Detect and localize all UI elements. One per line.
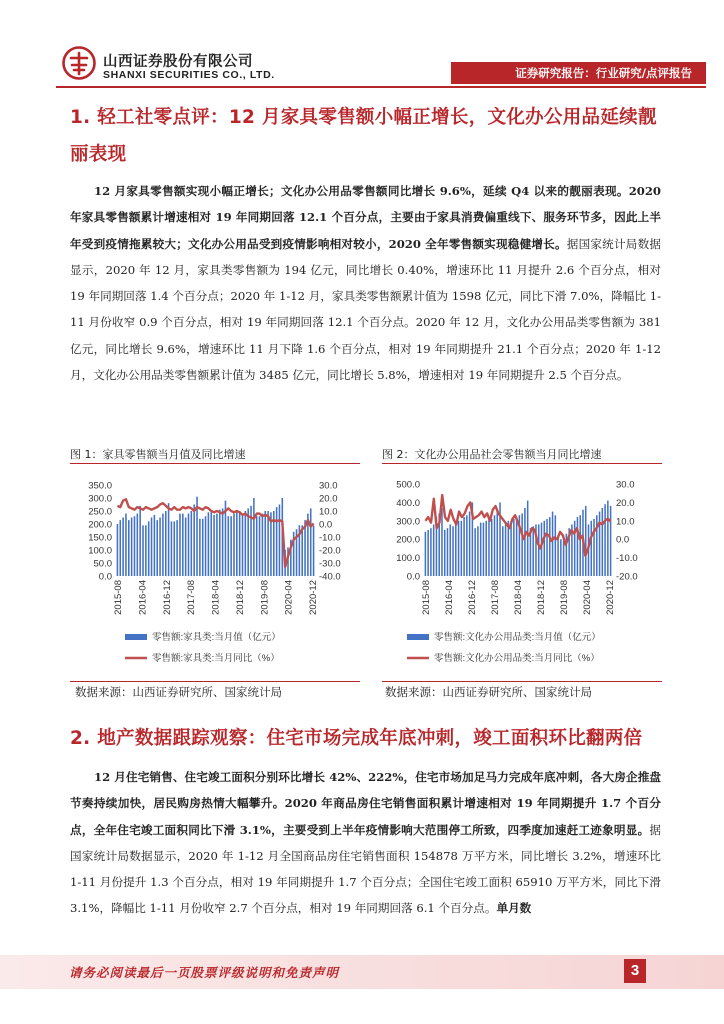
section2-title: 2. 地产数据跟踪观察：住宅市场完成年底冲刺，竣工面积环比翻两倍 xyxy=(70,728,643,749)
bar xyxy=(461,521,463,576)
bar xyxy=(450,524,452,576)
x-axis-tick: 2018-04 xyxy=(210,580,222,615)
left-axis-tick: 200.0 xyxy=(396,534,420,546)
report-type-tag: 证券研究报告：行业研究/点评报告 xyxy=(451,62,706,84)
bar xyxy=(425,532,427,576)
bar xyxy=(497,510,499,576)
bar xyxy=(219,510,221,576)
figure1-source: 数据来源：山西证券研究所、国家统计局 xyxy=(75,685,282,699)
section1-title-line2: 丽表现 xyxy=(70,144,127,165)
bar xyxy=(604,504,606,576)
x-axis-tick: 2015-08 xyxy=(421,580,432,615)
x-axis-tick: 2019-08 xyxy=(259,580,271,615)
bar xyxy=(117,524,119,576)
x-axis-tick: 2019-08 xyxy=(559,580,570,615)
bar xyxy=(264,511,266,576)
bar xyxy=(469,512,471,576)
left-axis-tick: 100.0 xyxy=(396,553,420,565)
bar xyxy=(230,516,232,576)
bar xyxy=(256,516,258,576)
bar xyxy=(279,505,281,577)
bar xyxy=(193,505,195,577)
x-axis-tick: 2020-12 xyxy=(605,580,616,615)
left-axis-tick: 350.0 xyxy=(88,480,112,492)
bar xyxy=(579,515,581,576)
bar xyxy=(185,518,187,577)
bar xyxy=(544,521,546,576)
bar xyxy=(239,511,241,576)
bar xyxy=(242,514,244,576)
bar xyxy=(151,518,153,577)
x-axis-tick: 2015-08 xyxy=(113,580,124,615)
left-axis-tick: 150.0 xyxy=(88,532,112,544)
x-axis-tick: 2016-12 xyxy=(161,580,173,615)
bar xyxy=(313,526,315,576)
bar xyxy=(213,515,215,576)
section2-tail-bold: 单月数 xyxy=(496,901,532,916)
bar xyxy=(179,514,181,576)
bar xyxy=(222,508,224,576)
right-axis-tick: -20.0 xyxy=(616,571,638,583)
page-footer xyxy=(0,955,724,989)
bar xyxy=(202,519,204,576)
bar xyxy=(145,525,147,576)
right-axis-tick: -20.0 xyxy=(319,545,341,557)
bar xyxy=(310,508,312,576)
bar xyxy=(557,536,559,576)
bar xyxy=(488,517,490,576)
x-axis-tick: 2020-04 xyxy=(582,580,593,615)
left-axis-tick: 250.0 xyxy=(88,506,112,518)
bar xyxy=(602,508,604,576)
bar xyxy=(168,503,170,576)
bar xyxy=(156,520,158,576)
left-axis-tick: 100.0 xyxy=(88,545,112,557)
header-divider xyxy=(56,86,706,88)
bar xyxy=(122,518,124,577)
x-axis-tick: 2016-04 xyxy=(137,580,149,615)
left-axis-tick: 300.0 xyxy=(88,493,112,505)
figure2-source: 数据来源：山西证券研究所、国家统计局 xyxy=(385,685,592,699)
right-axis-tick: -10.0 xyxy=(319,532,341,544)
bar xyxy=(125,514,127,576)
right-axis-tick: 10.0 xyxy=(319,506,338,518)
x-axis-tick: 2018-12 xyxy=(536,580,547,615)
bar xyxy=(591,521,593,576)
x-axis-tick: 2016-04 xyxy=(444,580,455,615)
bar xyxy=(585,506,587,576)
bar xyxy=(134,516,136,576)
bar xyxy=(433,524,435,576)
x-axis-tick: 2018-04 xyxy=(513,580,524,615)
bar xyxy=(188,514,190,576)
legend-bar-label: 零售额:家具类:当月值（亿元） xyxy=(152,632,281,643)
section1-title-line1: 1. 轻工社零点评：12 月家具零售额小幅正增长，文化办公用品延续靓 xyxy=(70,107,657,128)
bar xyxy=(444,530,446,576)
legend-line-label: 零售额:文化办公用品类:当月同比（%） xyxy=(434,653,600,664)
section2-paragraph xyxy=(70,764,661,922)
page-number: 3 xyxy=(624,959,646,983)
bar xyxy=(549,517,551,576)
bar xyxy=(262,514,264,576)
company-logo-icon xyxy=(62,46,96,80)
x-axis-tick: 2020-12 xyxy=(308,580,319,615)
bar xyxy=(538,524,540,576)
bar xyxy=(139,506,141,576)
x-axis-tick: 2017-08 xyxy=(490,580,501,615)
bar xyxy=(276,507,278,576)
left-axis-tick: 50.0 xyxy=(93,558,112,570)
left-axis-tick: 0.0 xyxy=(98,571,112,583)
bar xyxy=(131,518,133,577)
series-line xyxy=(117,499,313,567)
bar xyxy=(427,530,429,576)
left-axis-tick: 500.0 xyxy=(396,479,420,491)
bar xyxy=(477,526,479,576)
bar xyxy=(253,498,255,576)
bar xyxy=(552,512,554,576)
left-axis-tick: 300.0 xyxy=(396,516,420,528)
bar xyxy=(162,514,164,576)
bar xyxy=(505,524,507,576)
legend-bar-swatch xyxy=(407,634,429,640)
bar xyxy=(555,515,557,576)
bar xyxy=(191,511,193,576)
right-axis-tick: -10.0 xyxy=(616,553,638,565)
bar xyxy=(159,518,161,577)
bar xyxy=(458,521,460,576)
bar xyxy=(502,526,504,576)
right-axis-tick: 0.0 xyxy=(319,519,333,531)
figure1-top-rule xyxy=(70,463,360,464)
figure2-chart xyxy=(382,470,672,670)
bar xyxy=(483,523,485,576)
bar xyxy=(259,516,261,576)
left-axis-tick: 0.0 xyxy=(406,571,420,583)
bar xyxy=(174,521,176,576)
bar xyxy=(610,506,612,576)
bar xyxy=(474,528,476,576)
figure1-title: 图 1：家具零售额当月值及同比增速 xyxy=(70,448,246,461)
bar xyxy=(228,516,230,576)
bar xyxy=(210,512,212,576)
bar xyxy=(466,515,468,576)
section1-bold-intro: 12 月家具零售额实现小幅正增长；文化办公用品零售额同比增长 9.6%，延续 Q4 以来的靓丽表现。2020 年家具零售额累计增速相对 19 年同期回落 12.1 个百分点，主要由于家具消费偏重线下、服务环节多，因此上半年受到疫情拖累较大；文化办公用品受到疫情影响相对较小，2020 全年零售额实现稳健增长。 xyxy=(70,184,661,251)
bar xyxy=(137,514,139,576)
bar xyxy=(142,525,144,576)
bar xyxy=(233,514,235,576)
right-axis-tick: -40.0 xyxy=(319,571,341,583)
bar xyxy=(205,516,207,576)
bar xyxy=(247,508,249,576)
page-header xyxy=(0,0,724,92)
bar xyxy=(301,525,303,576)
bar xyxy=(154,515,156,576)
bar xyxy=(455,523,457,576)
bar xyxy=(128,520,130,576)
bar xyxy=(199,519,201,576)
bar xyxy=(441,508,443,576)
bar xyxy=(527,501,529,576)
bar xyxy=(532,526,534,576)
bar xyxy=(513,519,515,576)
bar xyxy=(599,512,601,576)
figure2-top-rule xyxy=(382,463,662,464)
bar xyxy=(216,514,218,576)
bar xyxy=(491,519,493,576)
figure1-bottom-rule xyxy=(70,681,360,682)
footer-disclaimer: 请务必阅读最后一页股票评级说明和免责声明 xyxy=(69,965,340,980)
bar xyxy=(165,511,167,576)
section2-body: 据国家统计局数据显示，2020 年 1-12 月全国商品房住宅销售面积 154878 万平方米，同比增长 3.2%，增速环比 1-11 月份提升 1.3 个百分点，相对 19 年同期提升 1.7 个百分点；全国住宅竣工面积 65910 万平方米，同比下滑 3.1%，降幅比 1-11 月份收窄 2.7 个百分点，相对 19 年同期回落 6.1 个百分点。 xyxy=(70,822,661,916)
company-name-cn: 山西证券股份有限公司 xyxy=(103,54,253,70)
bar xyxy=(430,528,432,576)
section2-bold-intro: 12 月住宅销售、住宅竣工面积分别环比增长 42%、222%，住宅市场加足马力完成年底冲刺，各大房企推盘节奏持续加快，居民购房热情大幅攀升。2020 年商品房住宅销售面积累计增速相对 19 年同期提升 1.7 个百分点，全年住宅竣工面积同比下滑 3.1%，主要受到上半年疫情影响大范围停工所致，四季度加速赶工迹象明显。 xyxy=(70,770,661,837)
bar xyxy=(452,526,454,576)
bar xyxy=(267,511,269,576)
bar xyxy=(176,520,178,576)
section1-paragraph xyxy=(70,178,661,388)
bar xyxy=(593,519,595,576)
bar xyxy=(516,517,518,576)
bar xyxy=(119,520,121,576)
right-axis-tick: 30.0 xyxy=(319,480,338,492)
right-axis-tick: 0.0 xyxy=(616,534,630,546)
bar xyxy=(208,512,210,576)
bar xyxy=(510,521,512,576)
bar xyxy=(236,512,238,576)
x-axis-tick: 2016-12 xyxy=(467,580,478,615)
right-axis-tick: 10.0 xyxy=(616,516,635,528)
bar xyxy=(524,508,526,576)
bar xyxy=(463,517,465,576)
bar xyxy=(494,515,496,576)
legend-bar-swatch xyxy=(125,634,147,640)
section1-body: 据国家统计局数据显示，2020 年 12 月，家具类零售额为 194 亿元，同比增长 0.40%，增速环比 11 月提升 2.6 个百分点，相对 19 年同期回落 1.4 个百分点；2020 年 1-12 月，家具类零售额累计值为 1598 亿元，同比下滑 7.0%，降幅比 1-11 月份收窄 0.9 个百分点，相对 19 年同期回落 12.1 个百分点。2020 年 12 月，文化办公用品类零售额为 381 亿元，同比增长 9.6%，增速环比 11 月下降 1.6 个百分点，相对 19 年同期提升 21.1 个百分点；2020 年 1-12 月，文化办公用品类零售额累计值为 3485 亿元，同比增长 5.8%，增速相对 19 年同期提升 2.5 个百分点。 xyxy=(70,236,661,383)
x-axis-tick: 2018-12 xyxy=(234,580,246,615)
bar xyxy=(607,501,609,576)
figure2-title: 图 2：文化办公用品社会零售额当月同比增速 xyxy=(382,448,602,461)
bar xyxy=(560,539,562,576)
bar xyxy=(182,514,184,576)
x-axis-tick: 2020-04 xyxy=(283,580,295,615)
bar xyxy=(480,523,482,576)
x-axis-tick: 2017-08 xyxy=(186,580,198,615)
bar xyxy=(447,528,449,576)
figure1-chart xyxy=(70,470,365,670)
bar xyxy=(171,521,173,576)
right-axis-tick: -30.0 xyxy=(319,558,341,570)
bar xyxy=(485,521,487,576)
right-axis-tick: 30.0 xyxy=(616,479,635,491)
figure2-bottom-rule xyxy=(382,681,662,682)
left-axis-tick: 200.0 xyxy=(88,519,112,531)
bar xyxy=(577,517,579,576)
legend-bar-label: 零售额:文化办公用品类:当月值（亿元） xyxy=(434,632,601,643)
bar xyxy=(521,513,523,576)
right-axis-tick: 20.0 xyxy=(616,497,635,509)
right-axis-tick: 20.0 xyxy=(319,493,338,505)
legend-line-label: 零售额:家具类:当月同比（%） xyxy=(152,653,280,664)
bar xyxy=(546,519,548,576)
bar xyxy=(148,521,150,576)
bar xyxy=(245,511,247,576)
company-name-en: SHANXI SECURITIES CO., LTD. xyxy=(103,69,275,81)
left-axis-tick: 400.0 xyxy=(396,497,420,509)
